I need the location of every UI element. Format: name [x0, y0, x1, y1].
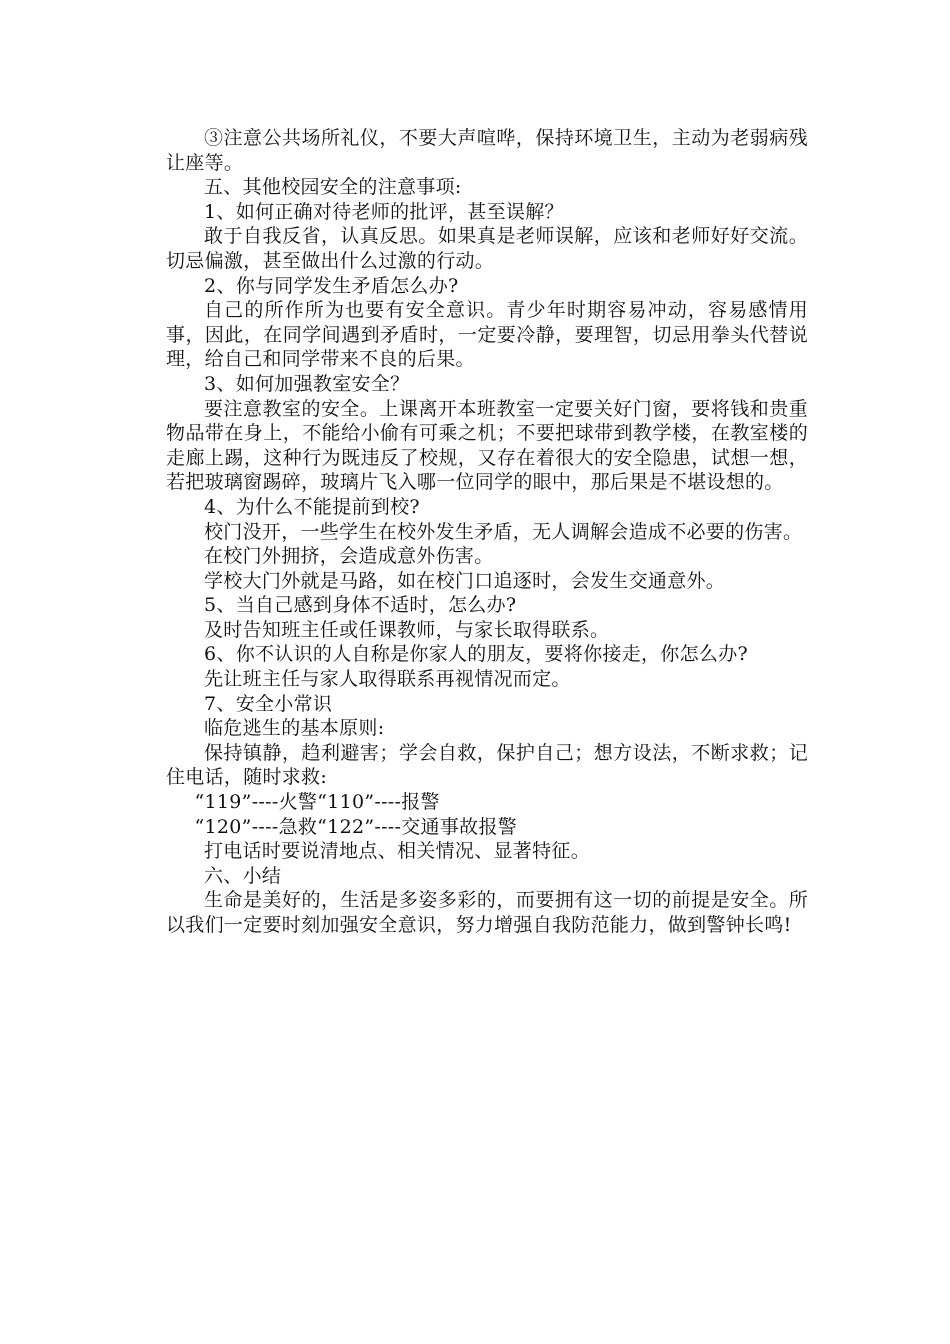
escape-principles-heading: 临危逃生的基本原则: — [204, 717, 385, 740]
question-4: 4、为什么不能提前到校? — [204, 495, 420, 518]
phone-call-advice: 打电话时要说清地点、相关情况、显著特征。 — [204, 840, 591, 863]
question-3: 3、如何加强教室安全？ — [204, 372, 410, 395]
paragraph-etiquette: ③注意公共场所礼仪，不要大声喧哗，保持环境卫生，主动为老弱病残让座等。 — [166, 127, 808, 174]
answer-2: 自己的所作所为也要有安全意识。青少年时期容易冲动，容易感情用事，因此，在同学间遇到矛盾时，一定要冷静，要理智，切忌用拳头代替说理，给自己和同学带来不良的后果。 — [166, 299, 808, 371]
section-heading-other-safety: 五、其他校园安全的注意事项: — [204, 176, 462, 199]
answer-4-part-2: 在校门外拥挤，会造成意外伤害。 — [204, 545, 494, 568]
heading-safety-tips: 7、安全小常识 — [204, 692, 333, 715]
answer-1: 敢于自我反省，认真反思。如果真是老师误解，应该和老师好好交流。切忌偏激，甚至做出什么过激的行动。 — [166, 225, 808, 272]
question-5: 5、当自己感到身体不适时，怎么办? — [204, 594, 517, 617]
answer-4-part-1: 校门没开，一些学生在校外发生矛盾，无人调解会造成不必要的伤害。 — [204, 520, 803, 543]
answer-4-part-3: 学校大门外就是马路，如在校门口追逐时，会发生交通意外。 — [204, 569, 726, 592]
emergency-numbers-line-2: “120”----急救“122”----交通事故报警 — [194, 815, 518, 838]
answer-5: 及时告知班主任或任课教师，与家长取得联系。 — [204, 618, 610, 641]
answer-3: 要注意教室的安全。上课离开本班教室一定要关好门窗，要将钱和贵重物品带在身上，不能给小偷有可乘之机；不要把球带到教学楼，在教室楼的走廊上踢，这种行为既违反了校规，又存在着很大的安全隐患，试想一想，若把玻璃窗踢碎，玻璃片飞入哪一位同学的眼中，那后果是不堪设想的。 — [166, 397, 808, 494]
question-1: 1、如何正确对待老师的批评，甚至误解？ — [204, 200, 564, 223]
question-6: 6、你不认识的人自称是你家人的朋友，要将你接走，你怎么办? — [204, 643, 748, 666]
summary-paragraph: 生命是美好的，生活是多姿多彩的，而要拥有这一切的前提是安全。所以我们一定要时刻加强安全意识，努力增强自我防范能力，做到警钟长鸣! — [166, 889, 808, 936]
answer-6: 先让班主任与家人取得联系再视情况而定。 — [204, 668, 571, 691]
section-heading-summary: 六、小结 — [204, 864, 282, 887]
document-body — [166, 126, 808, 938]
emergency-numbers-line-1: “119”----火警“110”----报警 — [194, 791, 440, 814]
question-2: 2、你与同学发生矛盾怎么办? — [204, 274, 459, 297]
escape-principles: 保持镇静，趋利避害；学会自救，保护自己；想方设法，不断求救；记住电话，随时求救: — [166, 741, 808, 789]
